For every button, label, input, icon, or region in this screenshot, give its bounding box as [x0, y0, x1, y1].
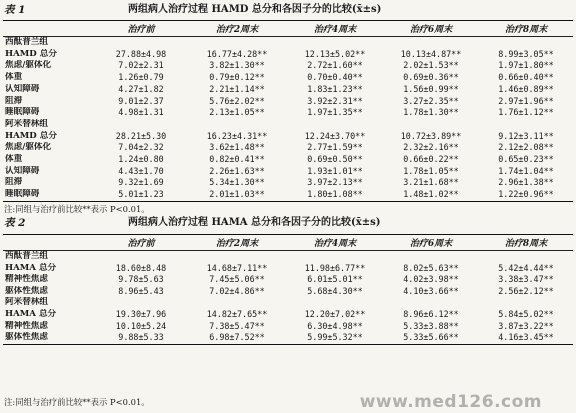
- table-cell: 16.77±4.28**: [206, 48, 268, 59]
- row-label: 阿米替林组: [5, 118, 48, 129]
- row-label: 精神性焦虑: [5, 274, 48, 285]
- table-cell: [287, 37, 383, 49]
- table-cell: 3.38±3.47**: [498, 274, 554, 285]
- table-cell: 2.02±1.53**: [403, 60, 459, 71]
- table-row: [3, 189, 573, 201]
- table-cell: 3.82±1.30**: [209, 60, 265, 71]
- column-header: 治疗6周末: [383, 21, 479, 37]
- table-cell: [287, 119, 383, 131]
- table-cell: 3.21±1.68**: [403, 177, 459, 188]
- table-cell: 27.88±4.98: [115, 48, 167, 59]
- table-cell: 2.96±1.38**: [498, 177, 554, 188]
- table-cell: [287, 251, 383, 263]
- table-cell: 1.83±1.23**: [307, 83, 363, 94]
- table-cell: 0.79±0.12**: [209, 72, 265, 83]
- table-cell: 1.78±1.30**: [403, 107, 459, 118]
- table2-header: [3, 235, 573, 251]
- table2: [3, 234, 573, 345]
- table1-note: 注:同组与治疗前比较**表示 P<0.01。: [4, 204, 150, 214]
- table-cell: [95, 297, 187, 309]
- table-cell: 19.30±7.96: [115, 308, 167, 319]
- table-cell: 5.42±4.44**: [498, 262, 554, 273]
- table-cell: 1.93±1.01**: [307, 165, 363, 176]
- table-row: [3, 142, 573, 154]
- table-row: [3, 286, 573, 298]
- table-cell: 1.80±1.08**: [307, 189, 363, 200]
- table-cell: [479, 251, 573, 263]
- row-label: 阻滞: [5, 177, 23, 188]
- table2-number: 表 2: [4, 217, 26, 229]
- table-cell: 3.27±2.35**: [403, 95, 459, 106]
- watermark: www.med126.com: [359, 392, 542, 412]
- table-cell: 5.68±4.30**: [307, 285, 363, 296]
- table-cell: [95, 37, 187, 49]
- row-label: 焦虑/躯体化: [5, 60, 52, 71]
- row-label: 睡眠障碍: [5, 189, 40, 200]
- table-cell: [383, 251, 479, 263]
- table-cell: 4.16±3.45**: [498, 332, 554, 343]
- row-label: 体重: [5, 154, 23, 165]
- table-cell: [187, 251, 287, 263]
- row-label: 体重: [5, 72, 23, 83]
- table-cell: 9.88±5.33: [118, 332, 164, 343]
- table-row: [3, 177, 573, 189]
- table-row: [3, 84, 573, 96]
- table-cell: 12.20±7.02**: [304, 308, 366, 319]
- table-cell: 7.02±4.86**: [209, 285, 265, 296]
- table-cell: 1.46±0.89**: [498, 83, 554, 94]
- table-cell: 8.99±3.05**: [498, 48, 554, 59]
- table1-number: 表 1: [4, 4, 26, 16]
- table1: [3, 20, 573, 202]
- table-cell: 5.34±1.30**: [209, 177, 265, 188]
- table-cell: [287, 297, 383, 309]
- row-label: 睡眠障碍: [5, 107, 40, 118]
- table-cell: 2.97±1.96**: [498, 95, 554, 106]
- row-label: HAMD 总分: [5, 48, 57, 59]
- table-cell: 3.97±2.13**: [307, 177, 363, 188]
- table-cell: 7.04±2.32: [118, 142, 164, 153]
- table-cell: 3.62±1.48**: [209, 142, 265, 153]
- table-cell: 9.78±5.63: [118, 274, 164, 285]
- table-cell: 0.70±0.40**: [307, 72, 363, 83]
- row-label: 西酞普兰组: [5, 251, 48, 261]
- table-cell: 0.69±0.36**: [403, 72, 459, 83]
- header-row: [3, 235, 573, 251]
- table-cell: 2.77±1.59**: [307, 142, 363, 153]
- table2-title: 两组病人治疗过程 HAMA 总分和各因子分的比较(x̄±s): [128, 217, 381, 228]
- table-cell: 2.13±1.05**: [209, 107, 265, 118]
- row-label: 认知障碍: [5, 165, 40, 176]
- row-label: HAMD 总分: [5, 130, 57, 141]
- table-cell: [187, 37, 287, 49]
- table-row: [3, 131, 573, 143]
- table-cell: [383, 119, 479, 131]
- table-cell: 4.10±3.66**: [403, 285, 459, 296]
- column-header: [3, 21, 95, 37]
- row-label: HAMA 总分: [5, 262, 57, 273]
- table-cell: 1.76±1.12**: [498, 107, 554, 118]
- table-cell: 0.69±0.50**: [307, 154, 363, 165]
- table-cell: 1.97±1.80**: [498, 60, 554, 71]
- row-label: HAMA 总分: [5, 308, 57, 319]
- table-cell: 10.72±3.89**: [400, 130, 462, 141]
- table-row: [3, 96, 573, 108]
- table-cell: 14.82±7.65**: [206, 308, 268, 319]
- column-header: 治疗4周末: [287, 235, 383, 251]
- table-cell: 1.78±1.05**: [403, 165, 459, 176]
- table-cell: 14.68±7.11**: [206, 262, 268, 273]
- table-cell: 5.33±5.66**: [403, 332, 459, 343]
- table-cell: 12.13±5.02**: [304, 48, 366, 59]
- table-cell: [187, 297, 287, 309]
- table1-body: [3, 37, 573, 202]
- table-cell: 8.96±5.43: [118, 285, 164, 296]
- table-cell: 0.66±0.22**: [403, 154, 459, 165]
- table-cell: 0.65±0.23**: [498, 154, 554, 165]
- table-cell: [95, 119, 187, 131]
- table-cell: 4.27±1.82: [118, 83, 164, 94]
- table-cell: 2.01±1.03**: [209, 189, 265, 200]
- table-cell: 4.02±3.98**: [403, 274, 459, 285]
- table-cell: 6.01±5.01**: [307, 274, 363, 285]
- table-cell: 8.96±6.12**: [403, 308, 459, 319]
- table-cell: [383, 37, 479, 49]
- table-row: [3, 251, 573, 263]
- table-cell: 1.74±1.04**: [498, 165, 554, 176]
- table-cell: 5.76±2.02**: [209, 95, 265, 106]
- table-cell: 0.82±0.41**: [209, 154, 265, 165]
- table-cell: 4.98±1.31: [118, 107, 164, 118]
- table-cell: [383, 297, 479, 309]
- table-cell: 1.24±0.80: [118, 154, 164, 165]
- column-header: [3, 235, 95, 251]
- column-header: 治疗前: [95, 235, 187, 251]
- table-cell: 6.98±7.52**: [209, 332, 265, 343]
- row-label: 阻滞: [5, 95, 23, 106]
- table-row: [3, 119, 573, 131]
- table-row: [3, 297, 573, 309]
- table-row: [3, 72, 573, 84]
- table-cell: 0.66±0.40**: [498, 72, 554, 83]
- table-cell: 7.02±2.31: [118, 60, 164, 71]
- table-cell: 9.32±1.69: [118, 177, 164, 188]
- table-cell: 16.23±4.31**: [206, 130, 268, 141]
- table-cell: 8.02±5.63**: [403, 262, 459, 273]
- table-cell: 28.21±5.30: [115, 130, 167, 141]
- table-cell: 6.30±4.98**: [307, 320, 363, 331]
- header-row: [3, 21, 573, 37]
- table-cell: 2.21±1.14**: [209, 83, 265, 94]
- table-cell: 2.26±1.63**: [209, 165, 265, 176]
- table1-caption: [0, 2, 576, 18]
- table-cell: 2.32±2.16**: [403, 142, 459, 153]
- table-row: [3, 263, 573, 275]
- column-header: 治疗2周末: [187, 21, 287, 37]
- column-header: 治疗前: [95, 21, 187, 37]
- table-cell: 3.87±3.22**: [498, 320, 554, 331]
- column-header: 治疗6周末: [383, 235, 479, 251]
- table-cell: [479, 297, 573, 309]
- table2-body: [3, 251, 573, 345]
- table-cell: 2.72±1.60**: [307, 60, 363, 71]
- row-label: 躯体性焦虑: [5, 285, 48, 296]
- table-row: [3, 37, 573, 49]
- table-cell: 5.01±1.23: [118, 189, 164, 200]
- table-cell: 5.99±5.32**: [307, 332, 363, 343]
- table2-caption: [0, 215, 576, 231]
- row-label: 阿米替林组: [5, 297, 48, 308]
- table-cell: 5.84±5.02**: [498, 308, 554, 319]
- row-label: 焦虑/躯体化: [5, 142, 52, 153]
- table-cell: 1.56±0.99**: [403, 83, 459, 94]
- table1-title: 两组病人治疗过程 HAMD 总分和各因子分的比较(x̄±s): [128, 4, 382, 15]
- table-cell: 10.10±5.24: [115, 320, 167, 331]
- table-row: [3, 60, 573, 72]
- column-header: 治疗8周末: [479, 21, 573, 37]
- row-label: 认知障碍: [5, 83, 40, 94]
- table-cell: [95, 251, 187, 263]
- table-cell: [187, 119, 287, 131]
- table-cell: 10.13±4.87**: [400, 48, 462, 59]
- table-row: [3, 309, 573, 321]
- table-row: [3, 49, 573, 61]
- table2-note: 注:同组与治疗前比较**表示 P<0.01。: [4, 397, 150, 407]
- table-row: [3, 274, 573, 286]
- column-header: 治疗4周末: [287, 21, 383, 37]
- table-cell: [479, 119, 573, 131]
- table1-header: [3, 21, 573, 37]
- table-cell: 1.26±0.79: [118, 72, 164, 83]
- table-row: [3, 332, 573, 344]
- table-cell: 18.60±8.48: [115, 262, 167, 273]
- table-row: [3, 321, 573, 333]
- row-label: 躯体性焦虑: [5, 332, 48, 343]
- table-cell: 7.38±5.47**: [209, 320, 265, 331]
- table-cell: 9.01±2.37: [118, 95, 164, 106]
- table-cell: 1.22±0.96**: [498, 189, 554, 200]
- table-cell: [479, 37, 573, 49]
- row-label: 精神性焦虑: [5, 320, 48, 331]
- table-cell: 2.56±2.12**: [498, 285, 554, 296]
- column-header: 治疗2周末: [187, 235, 287, 251]
- table-cell: 4.43±1.70: [118, 165, 164, 176]
- table-row: [3, 166, 573, 178]
- table-cell: 9.12±3.11**: [498, 130, 554, 141]
- table-cell: 2.12±2.08**: [498, 142, 554, 153]
- table-cell: 1.48±1.02**: [403, 189, 459, 200]
- table-cell: 12.24±3.70**: [304, 130, 366, 141]
- table-cell: 3.92±2.31**: [307, 95, 363, 106]
- column-header: 治疗8周末: [479, 235, 573, 251]
- table-cell: 1.97±1.35**: [307, 107, 363, 118]
- table-cell: 7.45±5.06**: [209, 274, 265, 285]
- table-cell: 5.33±3.88**: [403, 320, 459, 331]
- table-row: [3, 107, 573, 119]
- row-label: 西酞普兰组: [5, 37, 48, 47]
- table-cell: 11.98±6.77**: [304, 262, 366, 273]
- table-row: [3, 154, 573, 166]
